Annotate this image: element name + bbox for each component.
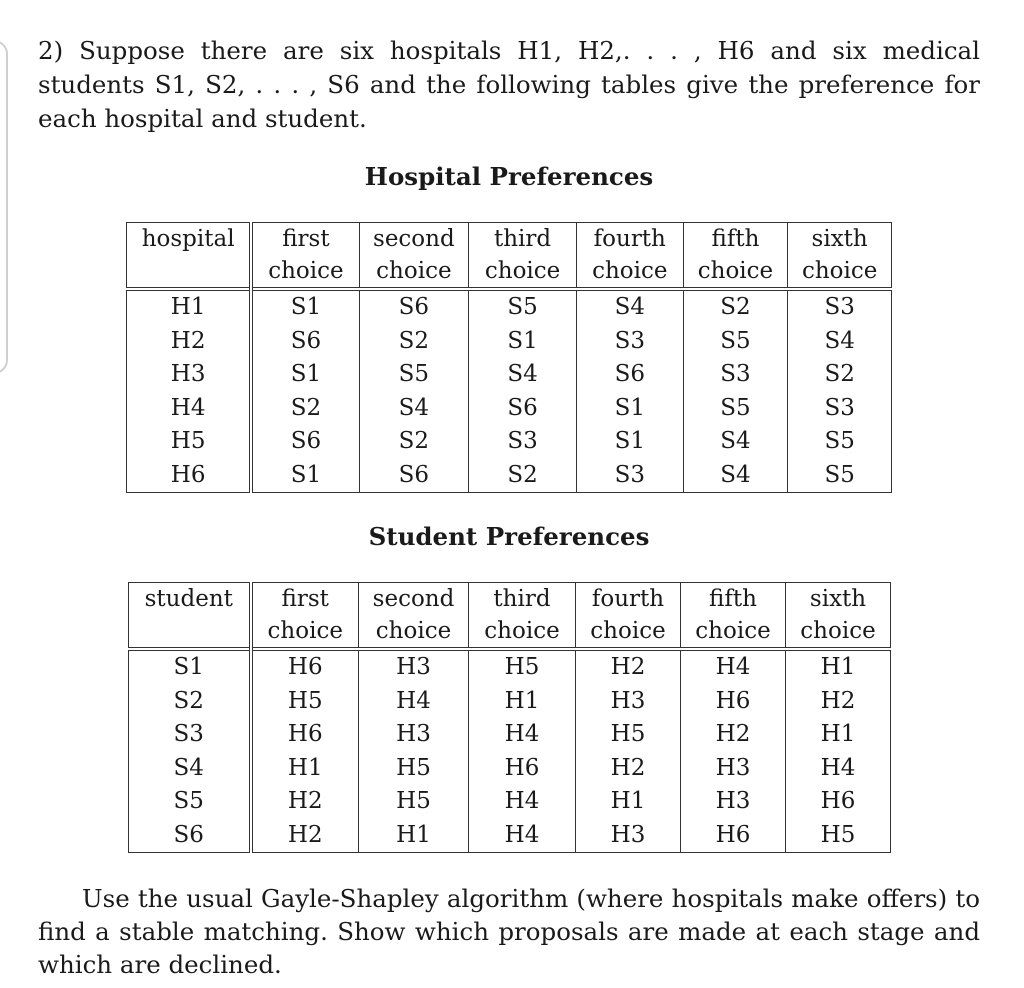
column-header-line2: choice xyxy=(267,618,343,644)
column-header xyxy=(469,223,577,290)
row-label-cell: H1 xyxy=(127,289,252,325)
column-header xyxy=(359,223,469,290)
column-header-line2: choice xyxy=(484,258,561,284)
table-cell: S6 xyxy=(359,459,469,493)
table-cell: S6 xyxy=(469,392,577,426)
column-header xyxy=(251,583,359,650)
table-cell: S5 xyxy=(788,459,892,493)
table-cell: H6 xyxy=(251,649,359,685)
table-cell: S6 xyxy=(251,425,359,459)
column-header xyxy=(683,223,788,290)
column-header-line2: choice xyxy=(801,258,878,284)
table-row xyxy=(127,358,892,392)
column-header-line2: choice xyxy=(697,258,774,284)
table-cell: S4 xyxy=(576,289,683,325)
column-header xyxy=(359,583,469,650)
column-header xyxy=(129,583,251,650)
table-cell: S2 xyxy=(359,325,469,359)
column-header-line1: fourth xyxy=(593,226,666,252)
column-header-line2: choice xyxy=(592,258,668,284)
table-row xyxy=(127,459,892,493)
table-cell: S3 xyxy=(576,325,683,359)
row-label-cell: S4 xyxy=(129,752,251,786)
column-header xyxy=(681,583,786,650)
table-cell: S2 xyxy=(251,392,359,426)
table-cell: H6 xyxy=(469,752,576,786)
table-cell: H1 xyxy=(251,752,359,786)
column-header-line2: choice xyxy=(590,618,666,644)
column-header-line1: fifth xyxy=(709,586,757,612)
table-cell: S2 xyxy=(788,358,892,392)
table-cell: S2 xyxy=(683,289,788,325)
table-cell: H3 xyxy=(681,785,786,819)
table-cell: H1 xyxy=(469,685,576,719)
table-cell: H2 xyxy=(576,752,681,786)
table-cell: H2 xyxy=(251,785,359,819)
column-header-line1: third xyxy=(493,586,551,612)
column-header xyxy=(251,223,359,290)
table-cell: S3 xyxy=(469,425,577,459)
table-cell: S1 xyxy=(251,459,359,493)
table-cell: S3 xyxy=(576,459,683,493)
column-header xyxy=(469,583,576,650)
column-header-line1: fourth xyxy=(591,586,665,612)
column-header-line2: choice xyxy=(268,258,344,284)
table-cell: S6 xyxy=(359,289,469,325)
column-header-line2: choice xyxy=(484,618,560,644)
column-header-line1: sixth xyxy=(809,586,867,612)
column-header-line1: first xyxy=(281,586,329,612)
header-row xyxy=(127,223,892,290)
page-edge-bracket xyxy=(0,40,8,374)
row-label-cell: H3 xyxy=(127,358,252,392)
table-cell: S1 xyxy=(469,325,577,359)
table-cell: S5 xyxy=(788,425,892,459)
table-cell: S6 xyxy=(251,325,359,359)
row-label-cell: H4 xyxy=(127,392,252,426)
row-label-cell: S2 xyxy=(129,685,251,719)
table-cell: S5 xyxy=(469,289,577,325)
table-cell: H1 xyxy=(359,819,469,853)
table-cell: S4 xyxy=(683,459,788,493)
row-label-cell: H2 xyxy=(127,325,252,359)
column-header-line2: choice xyxy=(800,618,876,644)
table-cell: S5 xyxy=(683,325,788,359)
table-row xyxy=(129,785,891,819)
table-row xyxy=(129,718,891,752)
table-cell: H4 xyxy=(359,685,469,719)
table-row xyxy=(129,752,891,786)
table-cell: H2 xyxy=(251,819,359,853)
column-header-line2: choice xyxy=(375,618,452,644)
column-header-line1: second xyxy=(373,226,455,252)
table-row xyxy=(129,685,891,719)
table-cell: H5 xyxy=(786,819,891,853)
table-cell: S4 xyxy=(359,392,469,426)
table-row xyxy=(129,819,891,853)
table-cell: H1 xyxy=(786,649,891,685)
table-row xyxy=(129,649,891,685)
row-label-cell: H5 xyxy=(127,425,252,459)
table-cell: H3 xyxy=(359,718,469,752)
table-cell: H1 xyxy=(576,785,681,819)
row-label-cell: S1 xyxy=(129,649,251,685)
column-header-line1: second xyxy=(372,586,455,612)
student-preferences-table xyxy=(128,582,891,853)
table-cell: H3 xyxy=(576,819,681,853)
column-header-line1: student xyxy=(144,586,233,612)
table-cell: H4 xyxy=(469,819,576,853)
table-cell: H3 xyxy=(681,752,786,786)
table-cell: S3 xyxy=(788,392,892,426)
table-cell: H6 xyxy=(681,685,786,719)
table-row xyxy=(127,392,892,426)
table-cell: H3 xyxy=(576,685,681,719)
column-header-line1: hospital xyxy=(141,226,235,252)
table-cell: H5 xyxy=(469,649,576,685)
column-header xyxy=(788,223,892,290)
table-cell: S4 xyxy=(683,425,788,459)
table-cell: S3 xyxy=(683,358,788,392)
table-cell: H4 xyxy=(469,785,576,819)
column-header-line1: fifth xyxy=(711,226,760,252)
table-cell: S1 xyxy=(576,425,683,459)
table-row xyxy=(127,325,892,359)
table-cell: S4 xyxy=(788,325,892,359)
column-header xyxy=(576,223,683,290)
table-cell: H2 xyxy=(681,718,786,752)
column-header-line1: sixth xyxy=(811,226,868,252)
problem-intro: 2) Suppose there are six hospitals H1, H2,. . . , H6 and six medical students S1, S2, . . . , S6 and the following tables give the preference for each hospital and student. xyxy=(38,36,980,133)
row-label-cell: S3 xyxy=(129,718,251,752)
row-label-cell: S5 xyxy=(129,785,251,819)
column-header xyxy=(786,583,891,650)
table-row xyxy=(127,425,892,459)
table-cell: H4 xyxy=(469,718,576,752)
table-cell: S1 xyxy=(251,289,359,325)
table-cell: H5 xyxy=(359,785,469,819)
column-header-line2: choice xyxy=(376,258,452,284)
column-header-line1: third xyxy=(494,226,552,252)
table-cell: H2 xyxy=(786,685,891,719)
table-cell: H5 xyxy=(576,718,681,752)
table-cell: H6 xyxy=(681,819,786,853)
table-cell: H4 xyxy=(786,752,891,786)
table-cell: H1 xyxy=(786,718,891,752)
header-row xyxy=(129,583,891,650)
column-header xyxy=(576,583,681,650)
table-cell: S4 xyxy=(469,358,577,392)
table-cell: H6 xyxy=(251,718,359,752)
student-table-title: Student Preferences xyxy=(368,522,650,551)
table-cell: S5 xyxy=(359,358,469,392)
table-cell: H4 xyxy=(681,649,786,685)
table-cell: H3 xyxy=(359,649,469,685)
table-cell: S6 xyxy=(576,358,683,392)
table-cell: S2 xyxy=(469,459,577,493)
table-cell: S1 xyxy=(576,392,683,426)
table-cell: S1 xyxy=(251,358,359,392)
table-cell: H6 xyxy=(786,785,891,819)
table-cell: S2 xyxy=(359,425,469,459)
table-cell: H5 xyxy=(359,752,469,786)
row-label-cell: S6 xyxy=(129,819,251,853)
problem-instructions: Use the usual Gayle-Shapley algorithm (where hospitals make offers) to find a stable matching. Show which proposals are made at each stage and which are declined. xyxy=(38,884,980,979)
column-header-line2: choice xyxy=(695,618,771,644)
table-cell: S3 xyxy=(788,289,892,325)
column-header-line1: first xyxy=(282,226,330,252)
table-cell: S5 xyxy=(683,392,788,426)
table-cell: H5 xyxy=(251,685,359,719)
row-label-cell: H6 xyxy=(127,459,252,493)
hospital-preferences-table xyxy=(126,222,892,493)
column-header xyxy=(127,223,252,290)
hospital-table-title: Hospital Preferences xyxy=(364,162,654,191)
table-cell: H2 xyxy=(576,649,681,685)
table-row xyxy=(127,289,892,325)
